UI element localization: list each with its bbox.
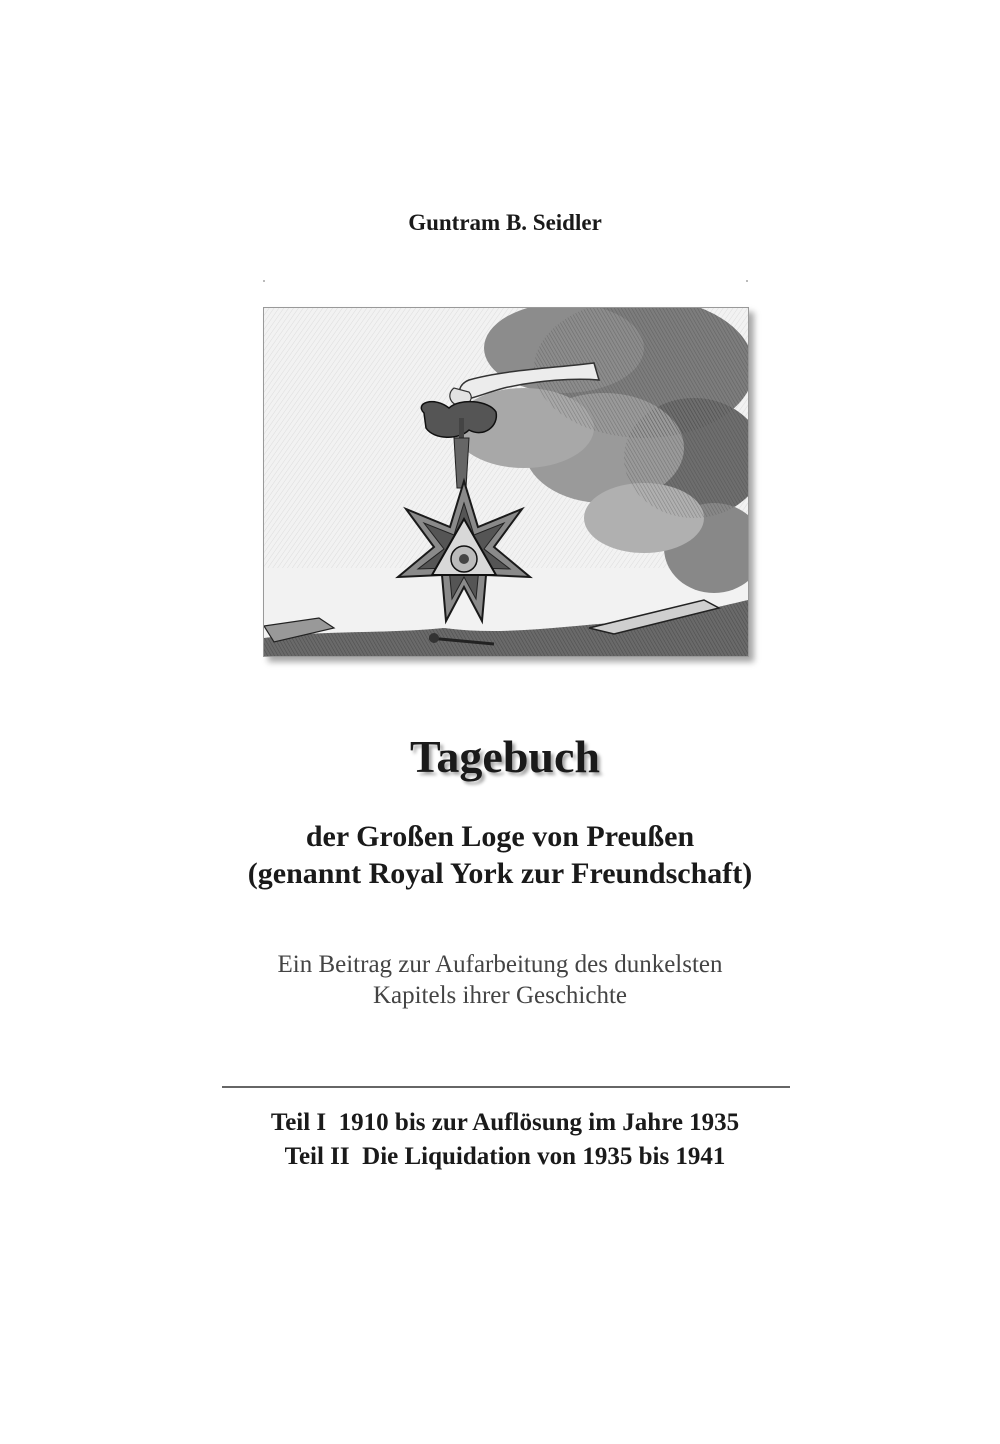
book-parts bbox=[0, 1106, 1000, 1174]
engraving-illustration bbox=[264, 308, 748, 656]
author-name: Guntram B. Seidler bbox=[408, 210, 602, 235]
decorative-dot-left bbox=[263, 280, 265, 282]
part-2-line: Teil II Die Liquidation von 1935 bis 1941 bbox=[284, 1143, 726, 1170]
tagline-line-2: Kapitels ihrer Geschichte bbox=[372, 982, 628, 1009]
horizontal-divider bbox=[222, 1086, 790, 1088]
book-tagline bbox=[0, 949, 1000, 1011]
subtitle-line-1: der Großen Loge von Preußen bbox=[305, 820, 695, 853]
cover-illustration bbox=[263, 307, 749, 657]
subtitle-line-2: (genannt Royal York zur Freundschaft) bbox=[247, 857, 753, 890]
part-1-line: Teil I 1910 bis zur Auflösung im Jahre 1935 bbox=[270, 1109, 740, 1136]
tagline-line-1: Ein Beitrag zur Aufarbeitung des dunkelsten bbox=[277, 951, 723, 978]
decorative-dot-right bbox=[746, 280, 748, 282]
book-subtitle bbox=[0, 818, 1000, 892]
book-title: Tagebuch bbox=[409, 731, 601, 782]
